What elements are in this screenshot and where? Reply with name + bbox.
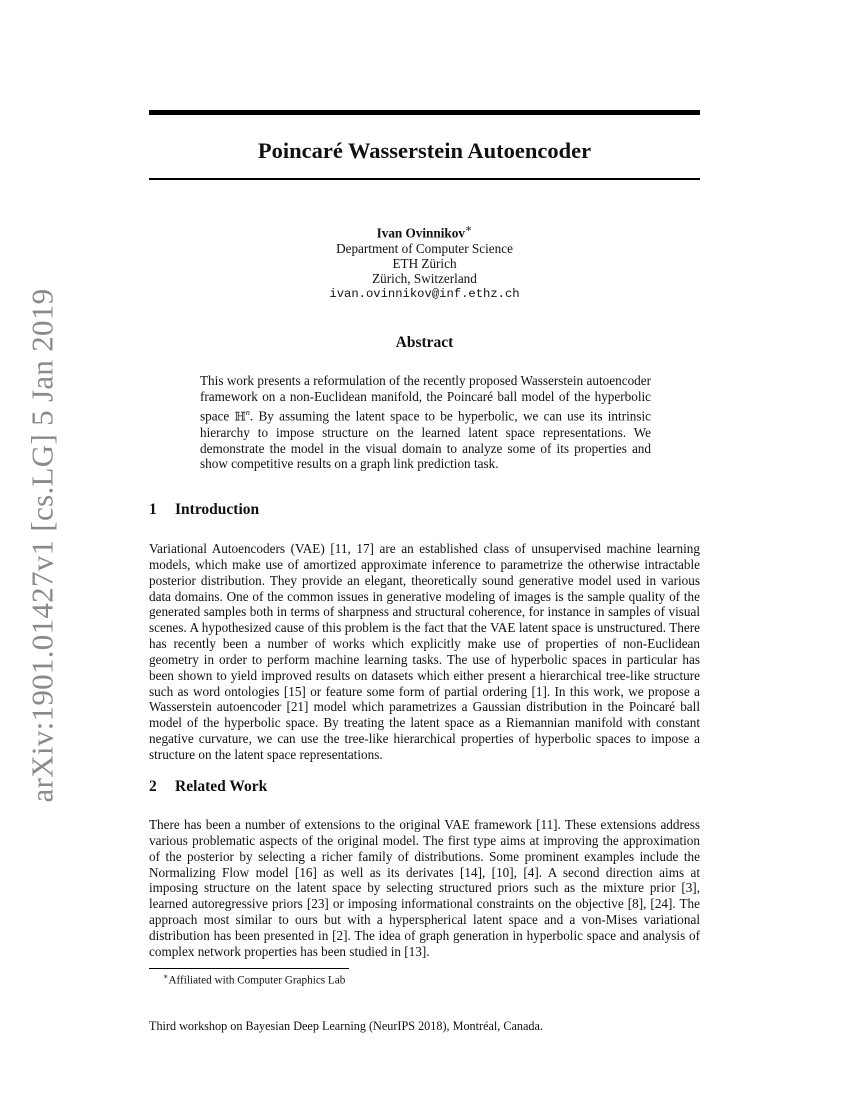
footnote-mark: ∗ [163,972,169,981]
related-work-paragraph: There has been a number of extensions to the original VAE framework [11]. These extensions address various problematic aspects of the original model. The first type aims at improving the approximation of the posterior by selecting a richer family of distributions. Some prominent examples include the Normalizing Flow model [16] as well as its derivates [14], [10], [4]. A second direction aims at imposing structure on the latent space by selecting structured priors such as the mixture prior [3], learned autoregressive priors [23] or imposing informational constraints on the objective [8], [24]. The approach most similar to ours but with a hyperspherical latent space and a von-Mises variational distribution has been presented in [2]. The idea of graph generation in hyperbolic space and analysis of complex network properties has been studied in [13]. [149,817,700,959]
abstract-text-part-1: This work presents a reformulation of the recently proposed Wasserstein autoencoder framework on a non-Euclidean manifold, the Poincaré ball model of the hyperbolic space [200,373,651,423]
author-location: Zürich, Switzerland [372,271,477,287]
section-title: Related Work [175,778,268,795]
section-heading-introduction [149,501,700,519]
section-heading-related-work [149,778,700,796]
section-number: 1 [149,501,157,518]
author-name: Ivan Ovinnikov [376,225,465,241]
hyperbolic-space-symbol: ℍ [234,408,246,423]
section-title: Introduction [175,501,260,518]
author-block [149,222,700,302]
footnote-text: Affiliated with Computer Graphics Lab [168,974,346,987]
section-number: 2 [149,778,157,795]
paper-title: Poincaré Wasserstein Autoencoder [257,138,592,163]
footnote [149,972,700,987]
footnote-rule [149,968,349,969]
abstract-heading: Abstract [395,334,454,351]
author-footnote-mark: ∗ [464,223,473,235]
arxiv-identifier-stamp: arXiv:1901.01427v1 [cs.LG] 5 Jan 2019 [24,288,60,803]
author-name-line [149,222,700,241]
title-bottom-rule [149,178,700,180]
introduction-paragraph: Variational Autoencoders (VAE) [11, 17] are an established class of unsupervised machine learning models, which make use of amortized approximate inference to parametrize the otherwise intractable posterior distribution. They provide an elegant, theoretically sound generative model used in various data domains. One of the common issues in generative modeling of images is the sample quality of the generated samples both in terms of sharpness and structural coherence, for instance in samples of visual scenes. A hypothesized cause of this problem is the fact that the VAE latent space is unstructured. There has recently been a number of works which explicitly make use of properties of non-Euclidean geometry in order to perform machine learning tasks. The use of hyperbolic spaces in particular has been shown to yield improved results on datasets which either present a hierarchical tree-like structure such as word ontologies [15] or feature some form of partial ordering [1]. In this work, we propose a Wasserstein autoencoder [21] model which parametrizes a Gaussian distribution in the Poincaré ball model of the hyperbolic space. By treating the latent space as a Riemannian manifold with constant negative curvature, we can use the tree-like hierarchical properties of hyperbolic spaces to impose a structure on the latent space representations. [149,541,700,762]
author-institution: ETH Zürich [392,255,457,271]
abstract-text [200,373,651,472]
venue-line: Third workshop on Bayesian Deep Learning (NeurIPS 2018), Montréal, Canada. [149,1019,543,1033]
hyperbolic-space-dimension: n [245,407,250,417]
title-top-rule [149,110,700,115]
abstract-text-part-2: . By assuming the latent space to be hyperbolic, we can use its intrinsic hierarchy to impose structure on the learned latent space representations. We demonstrate the model in the visual domain to analyze some of its properties and show competitive results on a graph link prediction task. [200,407,651,472]
author-department: Department of Computer Science [336,240,513,256]
author-email: ivan.ovinnikov@inf.ethz.ch [329,286,520,301]
